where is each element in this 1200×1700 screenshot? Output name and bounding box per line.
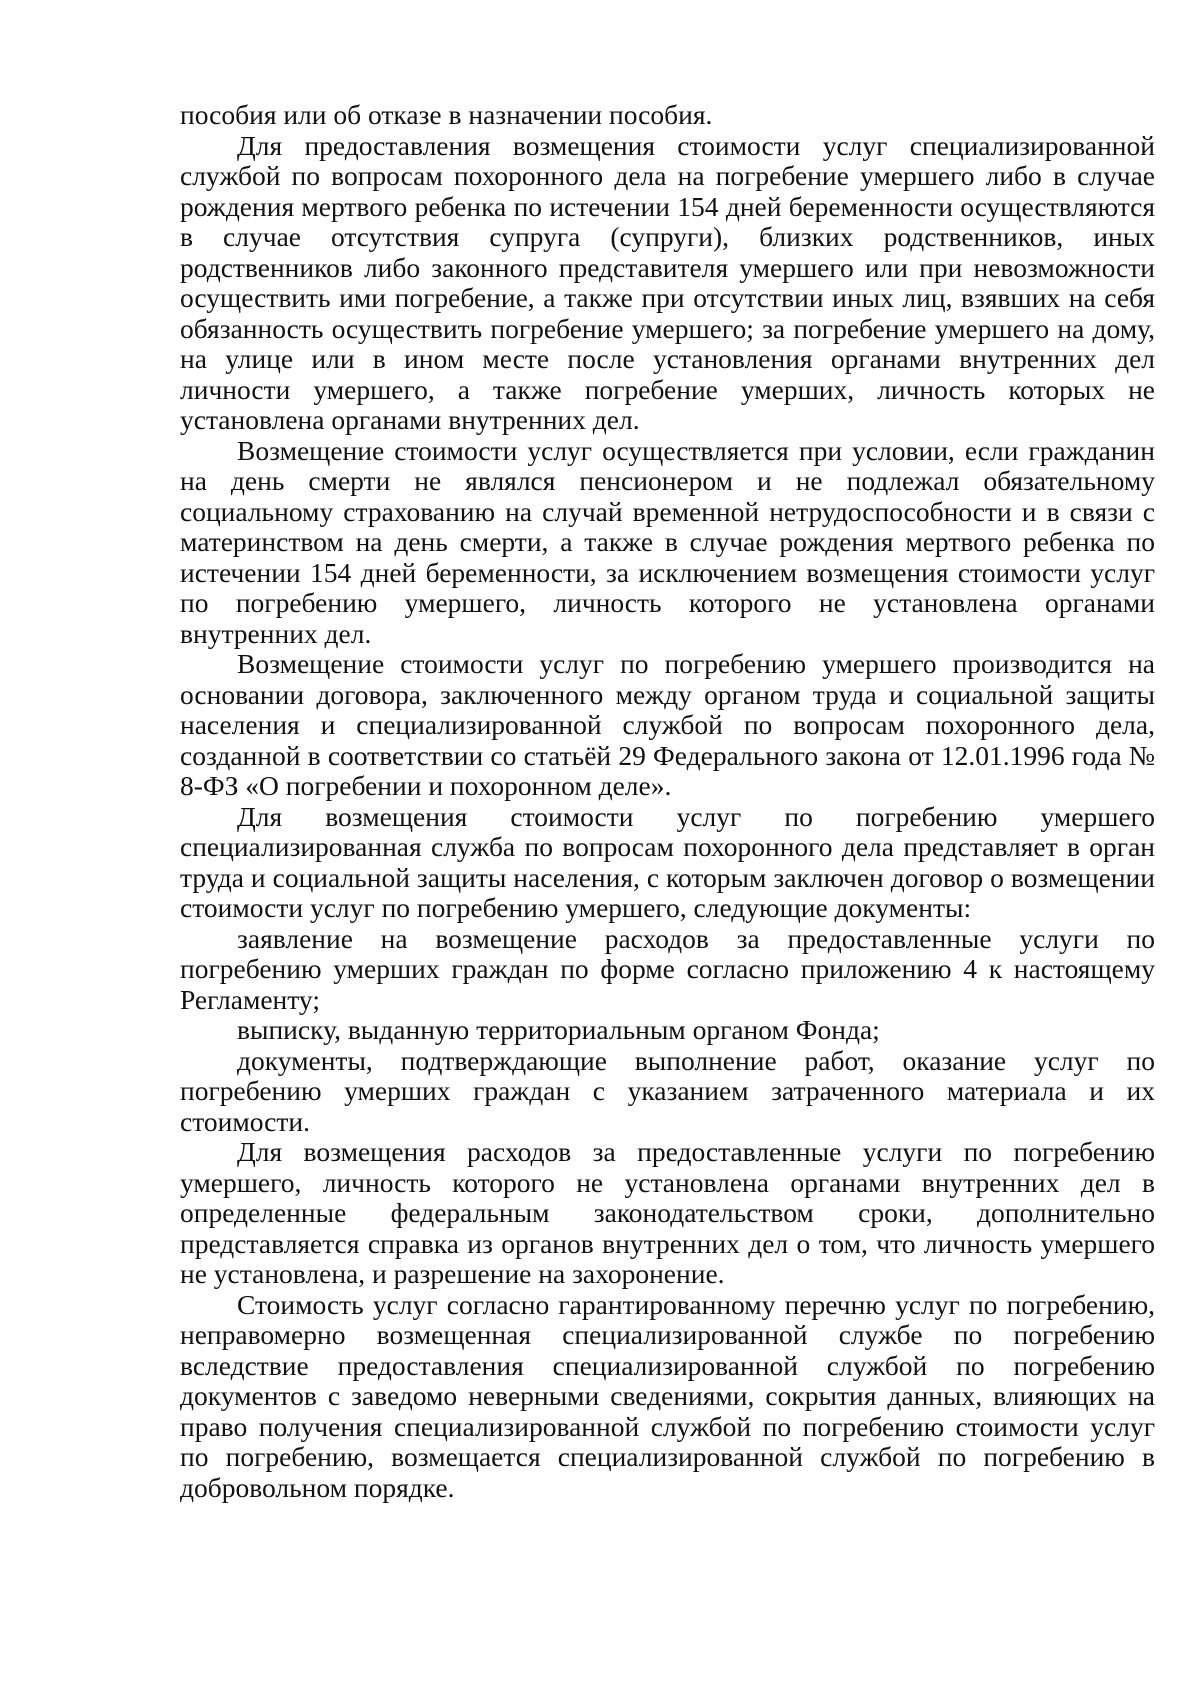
- paragraph: Возмещение стоимости услуг осуществляется при условии, если гражданин на день смерти не являлся пенсионером и не подлежал обязательному социальному страхованию на случай временной нетрудоспособности и в связи с материнством на день смерти, а также в случае рождения мертвого ребенка по истечении 154 дней беременности, за исключением возмещения стоимости услуг по погребению умершего, личность которого не установлена органами внутренних дел.: [180, 434, 1155, 649]
- document-page: [180, 100, 1155, 1503]
- paragraph: Для возмещения стоимости услуг по погребению умершего специализированная служба по вопросам похоронного дела представляет в орган труда и социальной защиты населения, с которым заключен договор о возмещении стоимости услуг по погребению умершего, следующие документы:: [180, 800, 1155, 923]
- paragraph: Для предоставления возмещения стоимости услуг специализированной службой по вопросам похоронного дела на погребение умершего либо в случае рождения мертвого ребенка по истечении 154 дней беременности осуществляются в случае отсутствия супруга (супруги), близких родственников, иных родственников либо законного представителя умершего или при невозможности осуществить ими погребение, а также при отсутствии иных лиц, взявших на себя обязанность осуществить погребение умершего; за погребение умершего на дому, на улице или в ином месте после установления органами внутренних дел личности умершего, а также погребение умерших, личность которых не установлена органами внутренних дел.: [180, 129, 1155, 435]
- paragraph: Возмещение стоимости услуг по погребению умершего производится на основании договора, заключенного между органом труда и социальной защиты населения и специализированной службой по вопросам похоронного дела, созданной в соответствии со статьёй 29 Федерального закона от 12.01.1996 года № 8-ФЗ «О погребении и похоронном деле».: [180, 648, 1155, 801]
- paragraph: Для возмещения расходов за предоставленные услуги по погребению умершего, личность которого не установлена органами внутренних дел в определенные федеральным законодательством сроки, дополнительно представляется справка из органов внутренних дел о том, что личность умершего не установлена, и разрешение на захоронение.: [180, 1136, 1155, 1289]
- paragraph: Стоимость услуг согласно гарантированному перечню услуг по погребению, неправомерно возмещенная специализированной службе по погребению вследствие предоставления специализированной службой по погребению документов с заведомо неверными сведениями, сокрытия данных, влияющих на право получения специализированной службой по погребению стоимости услуг по погребению, возмещается специализированной службой по погребению в добровольном порядке.: [180, 1288, 1155, 1503]
- list-item: документы, подтверждающие выполнение работ, оказание услуг по погребению умерших граждан с указанием затраченного материала и их стоимости.: [180, 1044, 1155, 1137]
- list-item: выписку, выданную территориальным органом Фонда;: [237, 1014, 880, 1045]
- paragraph-continuation: пособия или об отказе в назначении пособия.: [180, 99, 713, 130]
- list-item: заявление на возмещение расходов за предоставленные услуги по погребению умерших граждан по форме согласно приложению 4 к настоящему Регламенту;: [180, 922, 1155, 1015]
